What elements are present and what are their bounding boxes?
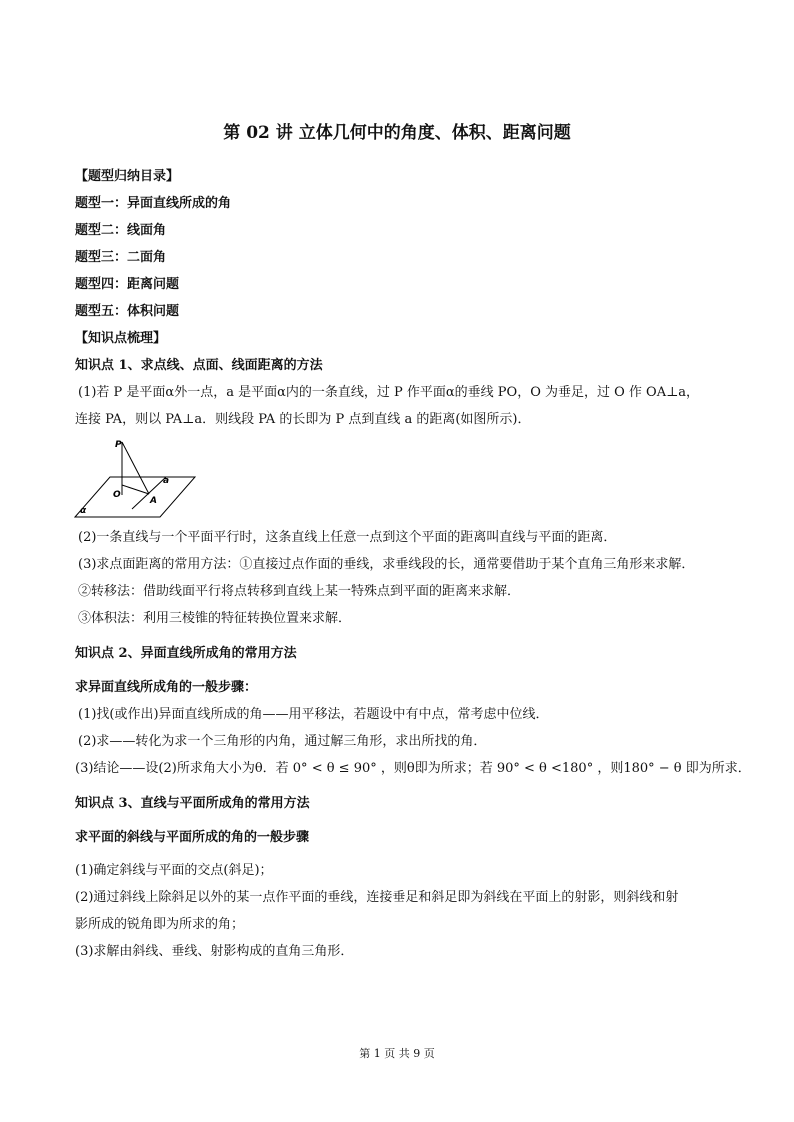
kp1-paragraph-1-line-2: 连接 PA，则以 PA⊥a．则线段 PA 的长即为 P 点到直线 a 的距离(如图所示)． (75, 412, 531, 427)
page-title: 第 02 讲 立体几何中的角度、体积、距离问题 (223, 123, 571, 143)
kp3-step-2-line-2: 影所成的锐角即为所求的角； (75, 917, 245, 932)
kp1-paragraph-3: (3)求点面距离的常用方法：①直接过点作面的垂线，求垂线段的长，通常要借助于某个直角三角形来求解． (78, 557, 695, 572)
kp2-subheading: 求异面直线所成角的一般步骤： (75, 680, 258, 695)
kp1-paragraph-1-line-1: (1)若 P 是平面α外一点，a 是平面α内的一条直线，过 P 作平面α的垂线 PO，O 为垂足，过 O 作 OA⊥a， (78, 385, 700, 400)
toc-item-2: 题型二：线面角 (75, 223, 167, 238)
kp1-paragraph-5: ③体积法：利用三棱锥的特征转换位置来求解． (78, 611, 352, 626)
toc-item-4: 题型四：距离问题 (75, 277, 180, 292)
kp1-paragraph-4: ②转移法：借助线面平行将点转移到直线上某一特殊点到平面的距离来求解． (78, 584, 521, 599)
kp2-heading: 知识点 2、异面直线所成角的常用方法 (75, 646, 297, 661)
kp3-step-2-line-1: (2)通过斜线上除斜足以外的某一点作平面的垂线，连接垂足和斜足即为斜线在平面上的射影，则斜线和射 (75, 890, 679, 905)
kp3-heading: 知识点 3、直线与平面所成角的常用方法 (75, 796, 310, 811)
label-a-point: A (150, 496, 157, 506)
kp1-paragraph-2: (2)一条直线与一个平面平行时，这条直线上任意一点到这个平面的距离叫直线与平面的距离． (78, 530, 617, 545)
toc-item-3: 题型三：二面角 (75, 250, 167, 265)
kp3-subheading: 求平面的斜线与平面所成的角的一般步骤 (75, 830, 310, 845)
kp2-step-1: (1)找(或作出)异面直线所成的角——用平移法，若题设中有中点，常考虑中位线． (78, 707, 549, 722)
toc-heading: 【题型归纳目录】 (75, 169, 180, 184)
toc-item-5: 题型五：体积问题 (75, 304, 180, 319)
plane-alpha-shape (75, 477, 195, 517)
plane-distance-figure (70, 437, 200, 522)
label-o: O (113, 490, 121, 500)
knowledge-heading: 【知识点梳理】 (75, 331, 167, 346)
toc-item-1: 题型一：异面直线所成的角 (75, 196, 232, 211)
kp2-step-2: (2)求——转化为求一个三角形的内角，通过解三角形，求出所找的角． (78, 734, 487, 749)
kp2-step-3: (3)结论——设(2)所求角大小为θ．若 0° < θ ≤ 90° ，则θ即为所求；若 90° < θ <180° ，则180° − θ 即为所求． (75, 761, 751, 776)
line-a (132, 477, 166, 509)
label-p: P (115, 440, 122, 450)
kp1-heading: 知识点 1、求点线、点面、线面距离的方法 (75, 358, 323, 373)
label-alpha: α (80, 506, 87, 516)
label-a-line: a (163, 476, 170, 486)
kp3-step-3: (3)求解由斜线、垂线、射影构成的直角三角形． (75, 944, 354, 959)
kp3-step-1: (1)确定斜线与平面的交点(斜足)； (75, 863, 273, 878)
page-footer: 第 1 页 共 9 页 (359, 1047, 435, 1060)
